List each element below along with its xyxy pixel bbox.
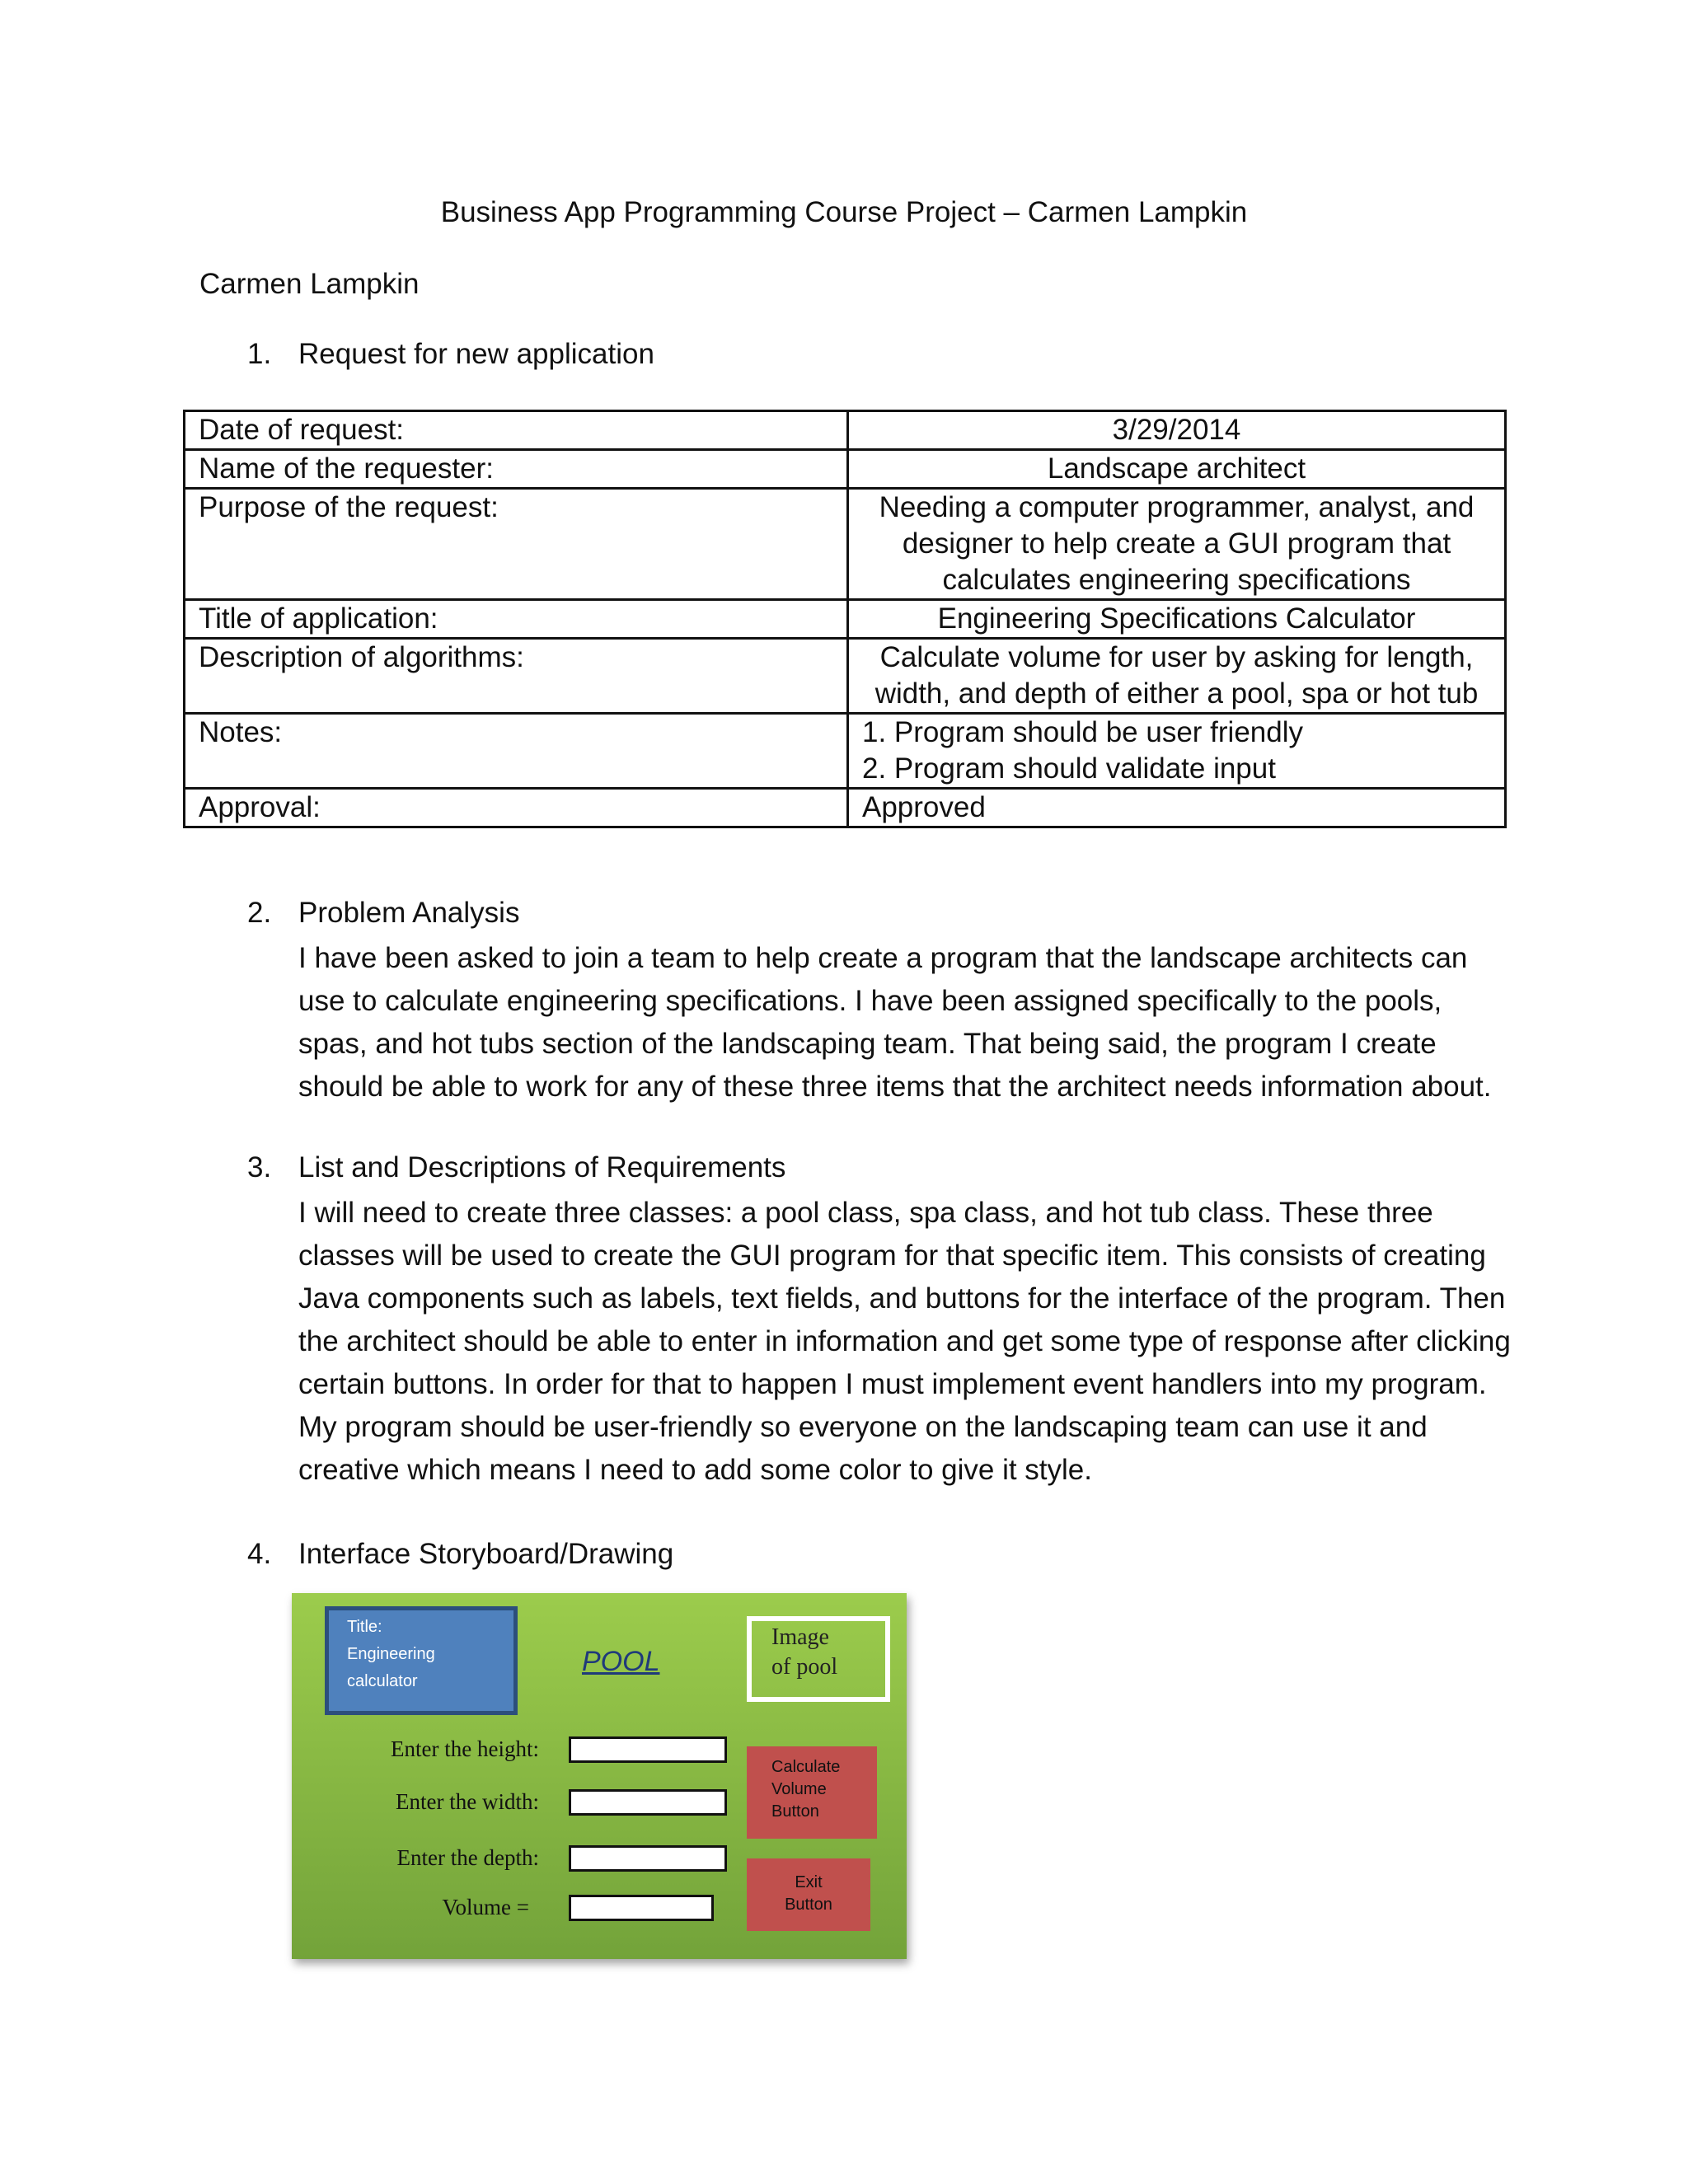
section-title: Interface Storyboard/Drawing [298,1538,674,1570]
value-line: Needing a computer programmer, analyst, and [879,491,1475,523]
value-line: 1. Program should be user friendly [862,716,1303,748]
exit-button[interactable] [747,1858,870,1931]
section-title: Request for new application [298,338,654,370]
row-label: Approval: [185,789,848,827]
table-row [185,600,1506,639]
section-title: List and Descriptions of Requirements [298,1151,786,1183]
image-line: of pool [771,1654,838,1680]
button-line: Button [785,1896,832,1914]
row-value [848,639,1506,714]
row-label: Notes: [185,714,848,789]
title-line: calculator [347,1672,418,1690]
button-line: Button [771,1802,819,1821]
width-label: Enter the width: [396,1789,539,1814]
row-value: Landscape architect [848,450,1506,489]
value-line: calculates engineering specifications [942,564,1411,596]
volume-label: Volume = [442,1895,529,1919]
problem-analysis-text: I have been asked to join a team to help create a program that the landscape architects can use to calculate engineering specifications. I have been assigned specifically to the pools, spas, and hot tubs section of the landscaping team. That being said, the program I create should be able to work for any of these three items that the architect needs information about. [298,942,1492,1103]
section-number: 2. [247,897,272,929]
row-label: Date of request: [185,411,848,450]
width-field[interactable] [569,1789,727,1816]
section-title: Problem Analysis [298,897,520,929]
row-value: Approved [848,789,1506,827]
title-line: Engineering [347,1645,435,1663]
table-row [185,489,1506,600]
table-row [185,789,1506,827]
table-row [185,411,1506,450]
calculate-volume-button[interactable] [747,1746,877,1839]
section-number: 1. [247,338,272,370]
button-line: Exit [795,1873,823,1891]
row-value: 3/29/2014 [848,411,1506,450]
section-number: 3. [247,1151,272,1183]
value-line: width, and depth of either a pool, spa or hot tub [874,677,1479,710]
pool-label: POOL [582,1646,660,1677]
row-label: Name of the requester: [185,450,848,489]
volume-field [569,1895,714,1921]
depth-field[interactable] [569,1845,727,1872]
storyboard-drawing [292,1593,907,1959]
row-label: Title of application: [185,600,848,639]
table-row [185,450,1506,489]
pool-image-placeholder [747,1616,890,1702]
row-label: Purpose of the request: [185,489,848,600]
value-line: 2. Program should validate input [862,752,1276,785]
requirements-text: I will need to create three classes: a pool class, spa class, and hot tub class. These three classes will be used to create the GUI program for that specific item. This consists of creating Java components such as labels, text fields, and buttons for the interface of the program. Then the architect should be able to enter in information and get some type of response after clicking certain buttons. In order for that to happen I must implement event handlers into my program. My program should be user-friendly so everyone on the landscaping team can use it and creative which means I need to add some color to give it style. [298,1197,1511,1486]
value-line: Calculate volume for user by asking for length, [879,641,1474,673]
title-line: Title: [347,1618,382,1636]
row-value [848,489,1506,600]
image-line: Image [771,1624,829,1650]
table-row [185,639,1506,714]
button-line: Volume [771,1780,827,1798]
document-title: Business App Programming Course Project – Carmen Lampkin [440,196,1248,228]
height-label: Enter the height: [391,1736,539,1761]
row-value [848,714,1506,789]
row-value: Engineering Specifications Calculator [848,600,1506,639]
author-name: Carmen Lampkin [199,268,420,300]
depth-label: Enter the depth: [396,1845,539,1870]
row-label: Description of algorithms: [185,639,848,714]
section-number: 4. [247,1538,272,1570]
button-line: Calculate [771,1758,841,1776]
height-field[interactable] [569,1736,727,1763]
table-row [185,714,1506,789]
title-box [325,1606,518,1715]
request-table [183,410,1507,828]
value-line: designer to help create a GUI program that [902,527,1451,560]
